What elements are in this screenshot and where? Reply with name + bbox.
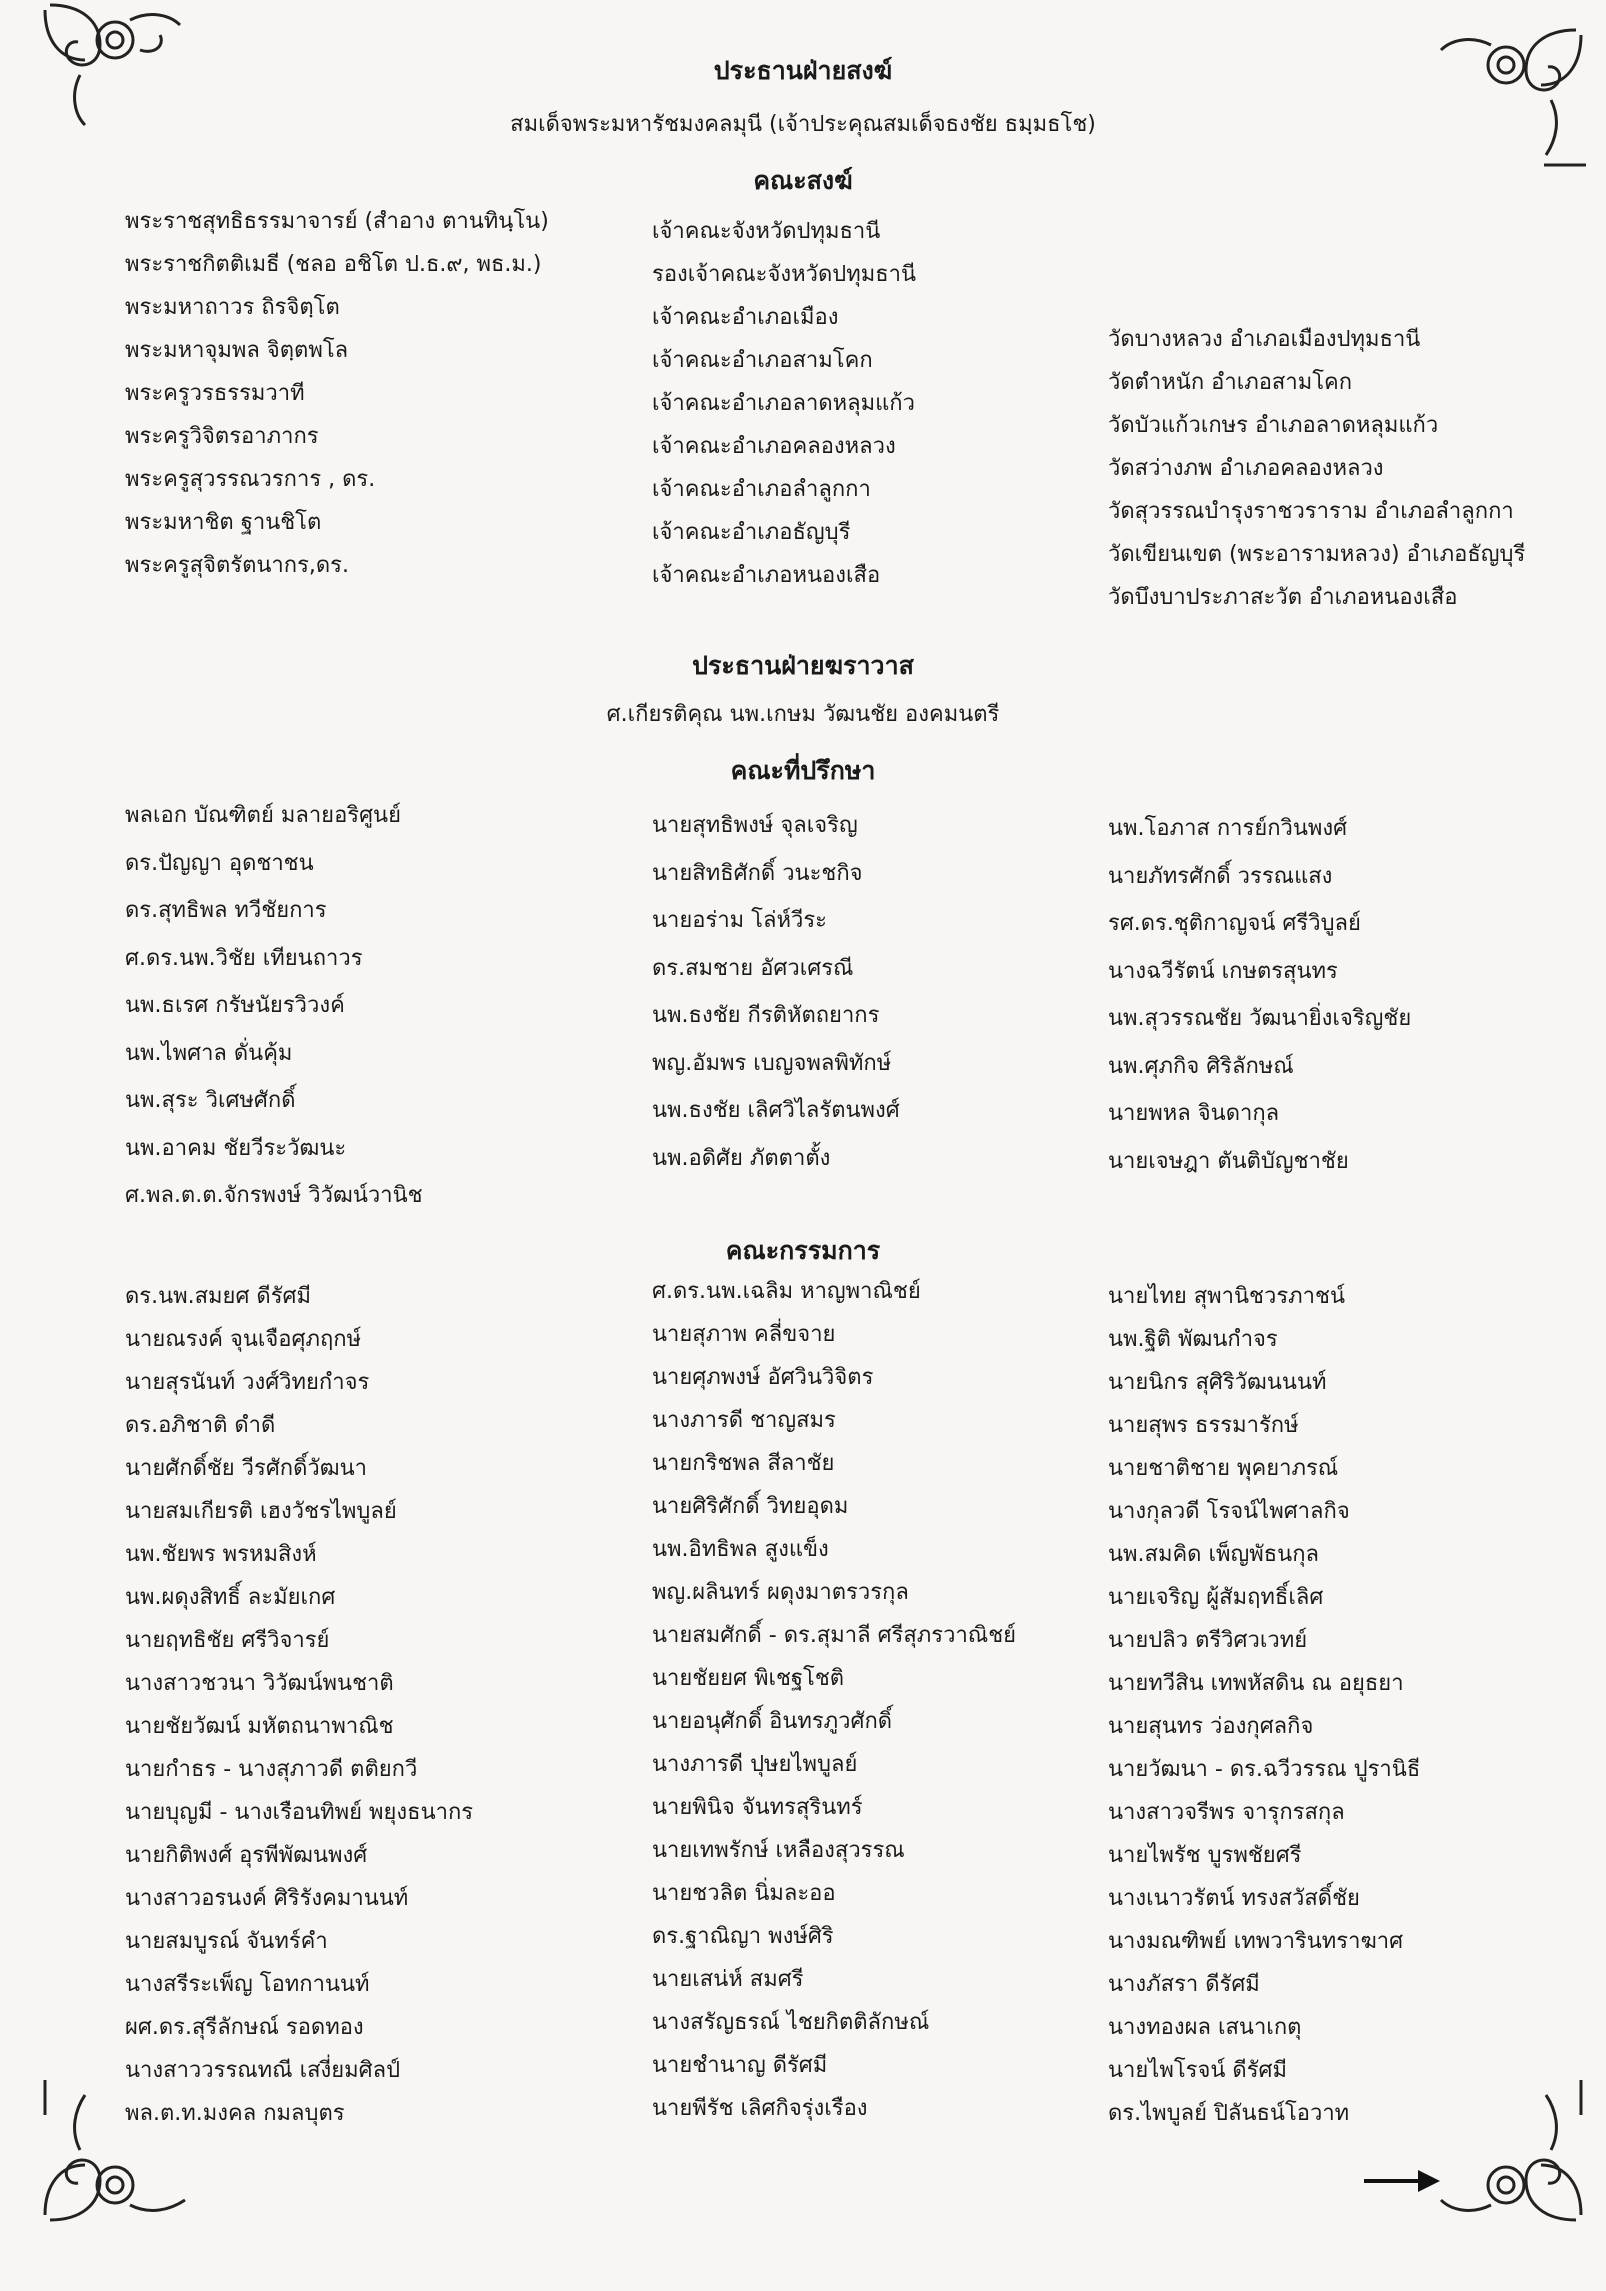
advisors-column-1 xyxy=(125,792,423,1220)
committee-column-3 xyxy=(1108,1275,1420,2135)
advisor-name: นพ.อดิศัย ภัตตาตั้ง xyxy=(652,1145,831,1171)
committee-member-name: ดร.นพ.สมยศ ดีรัศมี xyxy=(125,1284,311,1309)
sangha-member-temple: วัดสุวรรณบำรุงราชวราราม อำเภอลำลูกกา xyxy=(1108,499,1514,524)
committee-member-name: นายศิริศักดิ์ วิทยอุดม xyxy=(652,1494,849,1519)
advisor-name: นพ.สุวรรณชัย วัฒนายิ่งเจริญชัย xyxy=(1108,1006,1412,1031)
committee-member-name: นายศักดิ์ชัย วีรศักดิ์วัฒนา xyxy=(125,1456,368,1481)
committee-member-name: นพ.สมคิด เพ็ญพัธนกุล xyxy=(1108,1542,1319,1567)
sangha-chair-name: สมเด็จพระมหารัชมงคลมุนี (เจ้าประคุณสมเด็จธงชัย ธมฺมธโช) xyxy=(510,112,1096,137)
advisor-name: พญ.อัมพร เบญจพลพิทักษ์ xyxy=(652,1050,892,1076)
sangha-member-position: เจ้าคณะอำเภอสามโคก xyxy=(652,348,873,373)
advisor-name: นพ.ธงชัย เลิศวิไลรัตนพงศ์ xyxy=(652,1098,900,1123)
sangha-member-temple: วัดเขียนเขต (พระอารามหลวง) อำเภอธัญบุรี xyxy=(1108,542,1526,567)
advisor-name: ดร.ปัญญา อุดชาชน xyxy=(125,850,314,876)
advisor-name: ศ.พล.ต.ต.จักรพงษ์ วิวัฒน์วานิช xyxy=(125,1183,423,1208)
committee-member-name: นายพินิจ จันทรสุรินทร์ xyxy=(652,1795,863,1820)
committee-member-name: นายสุพร ธรรมารักษ์ xyxy=(1108,1413,1299,1438)
advisors-column-2 xyxy=(652,802,900,1182)
committee-member-name: นายกำธร - นางสุภาวดี ตติยกวี xyxy=(125,1757,418,1782)
sangha-member-name: พระราชสุทธิธรรมาจารย์ (สำอาง ตานทินฺโน) xyxy=(125,209,549,234)
committee-member-name: นายนิกร สุศิริวัฒนนนท์ xyxy=(1108,1370,1327,1395)
committee-member-name: ดร.ฐาณิญา พงษ์ศิริ xyxy=(652,1924,834,1949)
committee-member-name: นางภัสรา ดีรัศมี xyxy=(1108,1972,1260,1997)
sangha-member-name: พระครูสุจิตรัตนากร,ดร. xyxy=(125,553,349,578)
committee-member-name: นางสรีระเพ็ญ โอทกานนท์ xyxy=(125,1972,370,1997)
committee-member-name: นายสมศักดิ์ - ดร.สุมาลี ศรีสุภรวาณิชย์ xyxy=(652,1623,1017,1648)
advisor-name: นพ.สุระ วิเศษศักดิ์ xyxy=(125,1088,296,1113)
sangha-member-position: เจ้าคณะอำเภอเมือง xyxy=(652,305,839,330)
sangha-member-name: พระมหาถาวร ถิรจิตฺโต xyxy=(125,295,340,320)
committee-member-name: พญ.ผลินทร์ ผดุงมาตรวรกุล xyxy=(652,1580,909,1605)
committee-member-name: นางทองผล เสนาเกตุ xyxy=(1108,2015,1302,2040)
lay-chair-heading: ประธานฝ่ายฆราวาส xyxy=(692,651,914,680)
committee-member-name: นายชวลิต นิ่มละออ xyxy=(652,1881,836,1906)
committee-member-name: นพ.อิทธิพล สูงแข็ง xyxy=(652,1537,829,1562)
committee-column-1 xyxy=(125,1275,473,2135)
sangha-member-temple: วัดบึงบาประภาสะวัต อำเภอหนองเสือ xyxy=(1108,585,1458,610)
committee-member-name: นายไพโรจน์ ดีรัศมี xyxy=(1108,2058,1287,2083)
sangha-member-position: เจ้าคณะอำเภอลำลูกกา xyxy=(652,477,871,502)
committee-member-name: นพ.ชัยพร พรหมสิงห์ xyxy=(125,1542,317,1567)
sangha-member-position: เจ้าคณะอำเภอลาดหลุมแก้ว xyxy=(652,391,915,416)
advisor-name: นายสิทธิศักดิ์ วนะชกิจ xyxy=(652,860,863,886)
committee-member-name: นายปลิว ตรีวิศวเวทย์ xyxy=(1108,1628,1308,1653)
committee-member-name: นายอนุศักดิ์ อินทรภูวศักดิ์ xyxy=(652,1709,893,1734)
advisor-name: ดร.สมชาย อัศวเศรณี xyxy=(652,955,854,981)
committee-heading: คณะกรรมการ xyxy=(725,1236,881,1265)
committee-member-name: นายสมเกียรติ เฮงวัชรไพบูลย์ xyxy=(125,1499,397,1524)
committee-member-name: นายทวีสิน เทพหัสดิน ณ อยุธยา xyxy=(1108,1671,1404,1696)
committee-member-name: นายชัยวัฒน์ มหัตถนาพาณิช xyxy=(125,1714,394,1739)
committee-member-name: นพ.ฐิติ พัฒนกำจร xyxy=(1108,1327,1278,1352)
committee-member-name: นายชาติชาย พุคยาภรณ์ xyxy=(1108,1456,1339,1481)
sangha-chair-heading: ประธานฝ่ายสงฆ์ xyxy=(713,56,893,85)
corner-ornament-bottom-right xyxy=(1436,2075,1586,2225)
committee-member-name: นายสุรนันท์ วงศ์วิทยกำจร xyxy=(125,1370,370,1395)
sangha-member-names xyxy=(125,200,549,587)
lay-chair-name: ศ.เกียรติคุณ นพ.เกษม วัฒนชัย องคมนตรี xyxy=(606,702,1000,727)
committee-member-name: นายสุภาพ คลี่ขจาย xyxy=(652,1322,836,1347)
sangha-member-position: เจ้าคณะอำเภอคลองหลวง xyxy=(652,434,896,459)
advisor-name: นพ.อาคม ชัยวีระวัฒนะ xyxy=(125,1135,347,1161)
sangha-member-temple: วัดสว่างภพ อำเภอคลองหลวง xyxy=(1108,456,1384,481)
committee-member-name: นางสรัญธรณ์ ไชยกิตติลักษณ์ xyxy=(652,2010,930,2035)
sangha-member-name: พระมหาจุมพล จิตฺตพโล xyxy=(125,338,349,363)
sangha-member-name: พระครูสุวรรณวรการ , ดร. xyxy=(125,467,376,492)
corner-ornament-top-right xyxy=(1436,25,1586,175)
committee-member-name: นายชัยยศ พิเชฐโชติ xyxy=(652,1666,845,1691)
advisor-name: นพ.ธเรศ กรัษนัยรวิวงค์ xyxy=(125,993,345,1018)
advisor-name: นายเจษฎา ตันติบัญชาชัย xyxy=(1108,1148,1349,1174)
committee-member-name: นายเจริญ ผู้สัมฤทธิ์เลิศ xyxy=(1108,1585,1324,1610)
sangha-member-name: พระมหาชิต ฐานชิโต xyxy=(125,510,322,535)
committee-member-name: นายชำนาญ ดีรัศมี xyxy=(652,2053,828,2078)
committee-member-name: นายกิติพงศ์ อุรพีพัฒนพงศ์ xyxy=(125,1843,368,1868)
sangha-member-name: พระราชกิตติเมธี (ชลอ อชิโต ป.ธ.๙, พธ.ม.) xyxy=(125,252,542,277)
committee-member-name: นพ.ผดุงสิทธิ์ ละมัยเกศ xyxy=(125,1585,336,1610)
sangha-member-position: เจ้าคณะจังหวัดปทุมธานี xyxy=(652,219,881,244)
advisor-name: นายพหล จินดากุล xyxy=(1108,1101,1280,1126)
committee-member-name: นางเนาวรัตน์ ทรงสวัสดิ์ชัย xyxy=(1108,1886,1360,1911)
committee-member-name: พล.ต.ท.มงคล กมลบุตร xyxy=(125,2101,345,2126)
committee-member-name: นายกริชพล สีลาชัย xyxy=(652,1451,835,1476)
committee-member-name: ดร.ไพบูลย์ ปิลันธน์โอวาท xyxy=(1108,2101,1350,2126)
sangha-member-position: รองเจ้าคณะจังหวัดปทุมธานี xyxy=(652,262,917,287)
sangha-member-name: พระครูวรธรรมวาที xyxy=(125,381,305,406)
sangha-member-name: พระครูวิจิตรอาภากร xyxy=(125,424,319,449)
advisor-name: นางฉวีรัตน์ เกษตรสุนทร xyxy=(1108,958,1338,984)
committee-member-name: นายฤทธิชัย ศรีวิจารย์ xyxy=(125,1628,330,1653)
committee-member-name: ผศ.ดร.สุรีลักษณ์ รอดทอง xyxy=(125,2015,364,2040)
advisor-name: นายภัทรศักดิ์ วรรณแสง xyxy=(1108,863,1333,889)
committee-member-name: นายณรงค์ จุนเจือศุภฤกษ์ xyxy=(125,1327,362,1352)
committee-column-2 xyxy=(652,1270,1016,2130)
advisor-name: นายสุทธิพงษ์ จุลเจริญ xyxy=(652,813,858,838)
advisors-heading: คณะที่ปรึกษา xyxy=(730,756,876,785)
sangha-member-temple: วัดบัวแก้วเกษร อำเภอลาดหลุมแก้ว xyxy=(1108,413,1439,438)
committee-member-name: นางภารดี ปุษยไพบูลย์ xyxy=(652,1752,858,1777)
committee-member-name: นายไทย สุพานิชวรภาชน์ xyxy=(1108,1284,1345,1309)
advisors-column-3 xyxy=(1108,805,1411,1185)
sangha-member-position: เจ้าคณะอำเภอธัญบุรี xyxy=(652,520,851,545)
advisor-name: นพ.โอภาส การย์กวินพงศ์ xyxy=(1108,816,1348,841)
committee-member-name: นางมณฑิพย์ เทพวารินทราฆาศ xyxy=(1108,1929,1404,1954)
committee-member-name: นางสาวอรนงค์ ศิริรังคมานนท์ xyxy=(125,1886,409,1911)
committee-member-name: นางกุลวดี โรจน์ไพศาลกิจ xyxy=(1108,1499,1350,1524)
committee-member-name: ศ.ดร.นพ.เฉลิม หาญพาณิชย์ xyxy=(652,1279,921,1304)
committee-member-name: นางสาววรรณทณี เสงี่ยมศิลป์ xyxy=(125,2058,401,2083)
advisor-name: นพ.ธงชัย กีรติหัตถยากร xyxy=(652,1003,880,1028)
advisor-name: นายอร่าม โล่ห์วีระ xyxy=(652,908,827,933)
advisor-name: นพ.ไพศาล ดั่นคุ้ม xyxy=(125,1040,293,1066)
sangha-member-position: เจ้าคณะอำเภอหนองเสือ xyxy=(652,563,881,588)
advisor-name: รศ.ดร.ชุติกาญจน์ ศรีวิบูลย์ xyxy=(1108,911,1361,936)
committee-member-name: นายเทพรักษ์ เหลืองสุวรรณ xyxy=(652,1838,905,1863)
committee-member-name: นายสุนทร ว่องกุศลกิจ xyxy=(1108,1714,1314,1739)
sangha-member-temple: วัดตำหนัก อำเภอสามโคก xyxy=(1108,370,1353,395)
sangha-member-positions xyxy=(652,210,916,597)
committee-member-name: นายสมบูรณ์ จันทร์คำ xyxy=(125,1929,328,1954)
advisor-name: ศ.ดร.นพ.วิชัย เทียนถาวร xyxy=(125,945,363,971)
committee-member-name: นายบุญมี - นางเรือนทิพย์ พยุงธนากร xyxy=(125,1800,474,1825)
committee-member-name: นายพีรัช เลิศกิจรุ่งเรือง xyxy=(652,2096,868,2121)
committee-member-name: นางสาวจรีพร จารุกรสกุล xyxy=(1108,1800,1345,1825)
committee-member-name: นายเสน่ห์ สมศรี xyxy=(652,1967,804,1992)
advisor-name: พลเอก บัณฑิตย์ มลายอริศูนย์ xyxy=(125,803,401,828)
next-page-arrow-icon xyxy=(1362,2166,1442,2196)
committee-member-name: ดร.อภิชาติ ดำดี xyxy=(125,1413,276,1438)
committee-member-name: นางสาวชวนา วิวัฒน์พนชาติ xyxy=(125,1671,394,1696)
committee-member-name: นายไพรัช บูรพชัยศรี xyxy=(1108,1843,1302,1868)
sangha-member-temple: วัดบางหลวง อำเภอเมืองปทุมธานี xyxy=(1108,327,1421,352)
sangha-committee-heading: คณะสงฆ์ xyxy=(753,166,853,195)
sangha-member-temples xyxy=(1108,318,1525,619)
committee-member-name: นายศุภพงษ์ อัศวินวิจิตร xyxy=(652,1365,874,1390)
committee-member-name: นางภารดี ชาญสมร xyxy=(652,1408,836,1433)
advisor-name: ดร.สุทธิพล ทวีชัยการ xyxy=(125,898,327,923)
advisor-name: นพ.ศุภกิจ ศิริลักษณ์ xyxy=(1108,1053,1294,1079)
committee-member-name: นายวัฒนา - ดร.ฉวีวรรณ ปูรานิธี xyxy=(1108,1757,1421,1782)
